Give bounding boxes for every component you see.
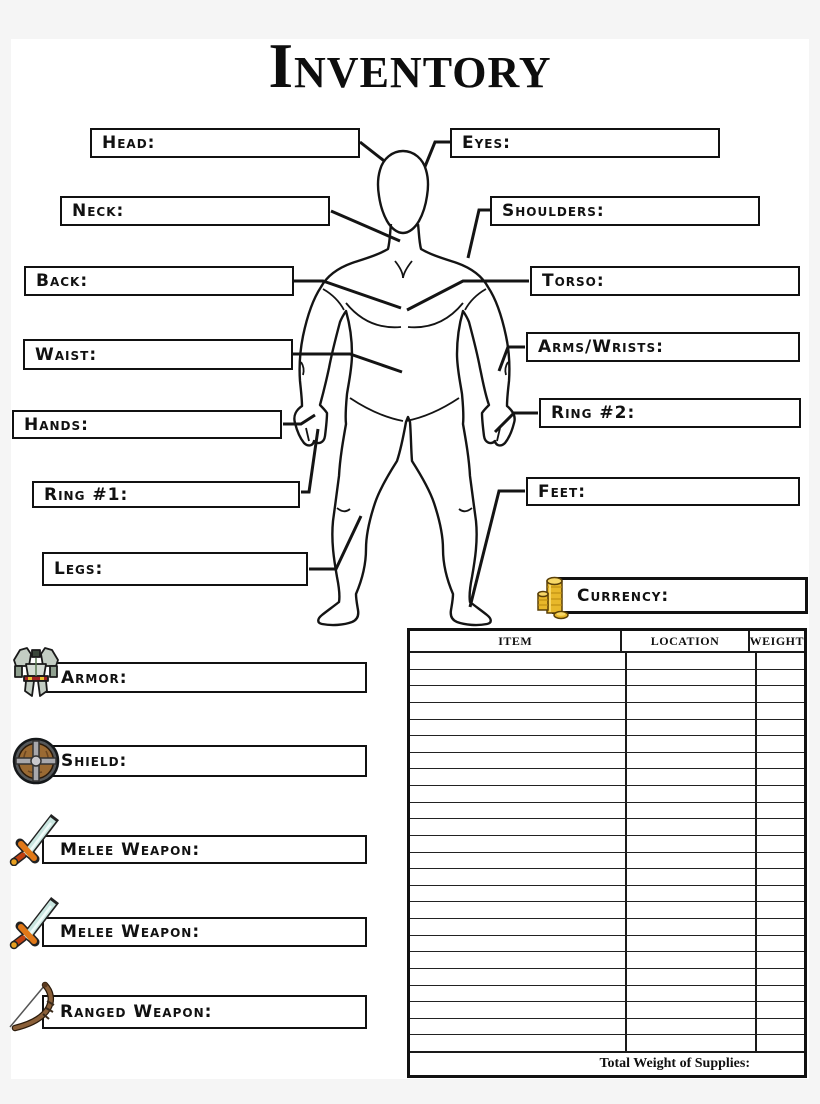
table-cell-location[interactable] [627,670,757,686]
slot-hands-field[interactable] [12,410,282,439]
slot-back-field[interactable] [24,266,294,296]
table-cell-location[interactable] [627,836,757,852]
round-shield-icon [12,735,60,787]
table-cell-item[interactable] [410,786,627,802]
slot-neck-field[interactable] [60,196,330,226]
slot-shoulders-label: Shoulders: [502,201,605,221]
table-cell-item[interactable] [410,936,627,952]
table-cell-location[interactable] [627,902,757,918]
table-cell-location[interactable] [627,919,757,935]
table-cell-location[interactable] [627,969,757,985]
table-cell-location[interactable] [627,853,757,869]
table-cell-weight[interactable] [757,720,804,736]
table-footer-row [410,1053,804,1075]
shield-field[interactable] [43,745,367,777]
table-cell-item[interactable] [410,1002,627,1018]
slot-ring2-label: Ring #2: [551,403,636,423]
table-cell-weight[interactable] [757,703,804,719]
table-cell-location[interactable] [627,952,757,968]
table-cell-location[interactable] [627,753,757,769]
table-cell-weight[interactable] [757,986,804,1002]
table-row [410,952,804,969]
table-cell-location[interactable] [627,786,757,802]
table-cell-weight[interactable] [757,1035,804,1051]
table-row [410,720,804,737]
table-row [410,769,804,786]
table-cell-weight[interactable] [757,786,804,802]
bow-icon [5,981,61,1033]
table-cell-location[interactable] [627,819,757,835]
table-cell-location[interactable] [627,1019,757,1035]
table-cell-weight[interactable] [757,736,804,752]
slot-waist-field[interactable] [23,339,293,370]
column-header-weight: WEIGHT [749,633,804,648]
armor-field[interactable] [43,662,367,693]
table-cell-weight[interactable] [757,670,804,686]
gold-coins-icon [537,574,569,620]
slot-legs-field[interactable] [42,552,308,586]
table-row [410,1002,804,1019]
table-cell-item[interactable] [410,819,627,835]
table-header-row [410,631,804,653]
slot-ring1-field[interactable] [32,481,300,508]
table-cell-weight[interactable] [757,836,804,852]
slot-arms-wrists-label: Arms/Wrists: [538,337,664,357]
table-cell-weight[interactable] [757,902,804,918]
table-row [410,1035,804,1053]
table-row [410,736,804,753]
table-cell-location[interactable] [627,936,757,952]
slot-ring1-label: Ring #1: [44,484,129,505]
table-row [410,936,804,953]
table-row [410,786,804,803]
slot-eyes-label: Eyes: [462,133,511,153]
table-cell-weight[interactable] [757,853,804,869]
table-cell-weight[interactable] [757,803,804,819]
total-weight-label: Total Weight of Supplies: [599,1056,750,1071]
column-header-location: LOCATION [622,631,749,651]
table-cell-item[interactable] [410,969,627,985]
table-row [410,869,804,886]
table-cell-item[interactable] [410,720,627,736]
slot-back-label: Back: [36,271,89,291]
table-cell-weight[interactable] [757,1002,804,1018]
table-cell-item[interactable] [410,853,627,869]
table-row [410,853,804,870]
table-row [410,819,804,836]
table-cell-item[interactable] [410,769,627,785]
table-row [410,703,804,720]
table-cell-weight[interactable] [757,653,804,669]
table-cell-location[interactable] [627,886,757,902]
table-cell-item[interactable] [410,869,627,885]
table-cell-weight[interactable] [757,936,804,952]
table-cell-item[interactable] [410,753,627,769]
slot-shoulders-field[interactable] [490,196,760,226]
table-cell-location[interactable] [627,720,757,736]
table-cell-item[interactable] [410,836,627,852]
slot-head-label: Head: [102,133,156,153]
table-cell-weight[interactable] [757,919,804,935]
table-cell-item[interactable] [410,1019,627,1035]
sword-icon [8,894,62,950]
table-cell-weight[interactable] [757,886,804,902]
table-cell-weight[interactable] [757,869,804,885]
slot-torso-label: Torso: [542,271,605,291]
inventory-table-rows [410,653,804,1053]
table-cell-item[interactable] [410,902,627,918]
table-cell-item[interactable] [410,919,627,935]
table-cell-location[interactable] [627,1035,757,1051]
table-row [410,653,804,670]
table-row [410,1019,804,1036]
table-cell-location[interactable] [627,869,757,885]
table-cell-location[interactable] [627,769,757,785]
slot-legs-label: Legs: [54,559,104,579]
melee-weapon-2-field[interactable] [42,917,367,947]
page-title: INVENTORY [268,31,552,101]
table-row [410,902,804,919]
melee-weapon-1-label: Melee Weapon: [60,839,201,860]
table-cell-location[interactable] [627,986,757,1002]
table-row [410,836,804,853]
table-row [410,686,804,703]
table-cell-item[interactable] [410,670,627,686]
table-cell-item[interactable] [410,736,627,752]
table-cell-location[interactable] [627,1002,757,1018]
table-row [410,670,804,687]
table-cell-weight[interactable] [757,952,804,968]
melee-weapon-2-label: Melee Weapon: [60,922,201,942]
currency-field[interactable] [552,577,808,614]
table-cell-location[interactable] [627,653,757,669]
slot-waist-label: Waist: [35,344,98,365]
slot-feet-label: Feet: [538,481,586,502]
table-cell-weight[interactable] [757,1019,804,1035]
ranged-weapon-field[interactable] [42,995,367,1029]
table-cell-location[interactable] [627,703,757,719]
slot-torso-field[interactable] [530,266,800,296]
table-row [410,753,804,770]
sword-icon [8,812,62,866]
table-cell-item[interactable] [410,986,627,1002]
ranged-weapon-label: Ranged Weapon: [60,1002,213,1022]
table-row [410,919,804,936]
currency-label: Currency: [577,585,670,606]
armor-breastplate-icon [12,646,60,700]
table-row [410,969,804,986]
column-header-item: ITEM [410,631,622,651]
table-cell-item[interactable] [410,686,627,702]
table-cell-item[interactable] [410,952,627,968]
table-cell-weight[interactable] [757,969,804,985]
table-cell-item[interactable] [410,653,627,669]
slot-head-field[interactable] [90,128,360,158]
slot-feet-field[interactable] [526,477,800,506]
table-cell-location[interactable] [627,686,757,702]
slot-ring2-field[interactable] [539,398,801,428]
armor-label: Armor: [61,667,128,688]
total-weight-value[interactable] [750,1053,804,1075]
table-row [410,886,804,903]
slot-arms-wrists-field[interactable] [526,332,800,362]
table-cell-weight[interactable] [757,769,804,785]
table-cell-weight[interactable] [757,753,804,769]
melee-weapon-1-field[interactable] [42,835,367,864]
table-cell-item[interactable] [410,886,627,902]
table-cell-weight[interactable] [757,686,804,702]
table-cell-item[interactable] [410,703,627,719]
table-cell-location[interactable] [627,803,757,819]
shield-label: Shield: [61,751,128,771]
slot-hands-label: Hands: [24,414,89,435]
slot-neck-label: Neck: [72,201,125,221]
table-cell-weight[interactable] [757,819,804,835]
table-cell-item[interactable] [410,1035,627,1051]
table-row [410,986,804,1003]
table-cell-location[interactable] [627,736,757,752]
table-cell-item[interactable] [410,803,627,819]
slot-eyes-field[interactable] [450,128,720,158]
table-row [410,803,804,820]
supplies-table [407,628,807,1078]
